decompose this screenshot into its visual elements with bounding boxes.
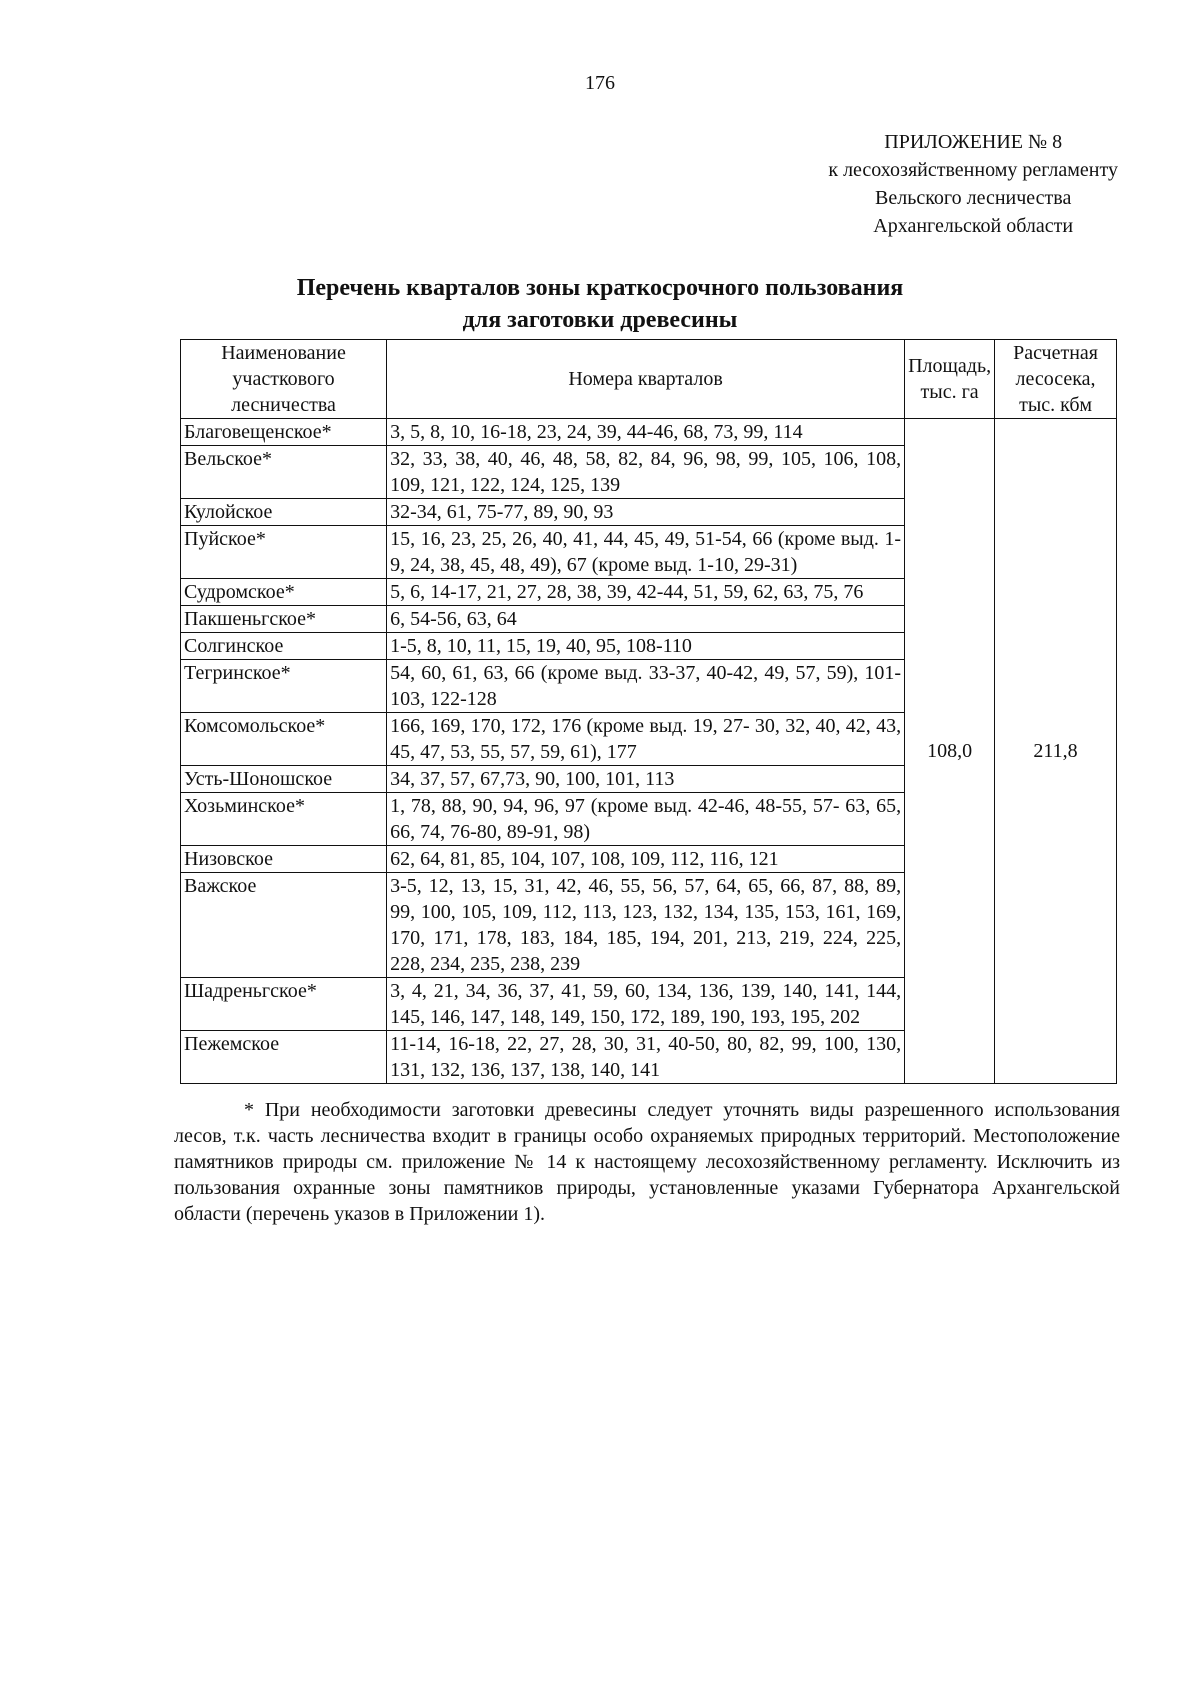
header-forestry-name: Наименование участкового лесничества — [181, 340, 387, 419]
forestry-name-cell: Хозьминское* — [181, 793, 387, 846]
forestry-name-cell: Низовское — [181, 846, 387, 873]
forestry-name-cell: Пежемское — [181, 1031, 387, 1084]
appendix-line-2: к лесохозяйственному регламенту — [828, 159, 1118, 181]
table-row — [181, 419, 1117, 446]
header-quarter-numbers: Номера кварталов — [387, 340, 905, 419]
table-body — [181, 419, 1117, 1084]
title-line-2: для заготовки древесины — [462, 307, 738, 333]
document-title — [0, 272, 1200, 336]
quarter-numbers-cell: 3, 5, 8, 10, 16-18, 23, 24, 39, 44-46, 68, 73, 99, 114 — [387, 419, 905, 446]
quarter-numbers-cell: 3, 4, 21, 34, 36, 37, 41, 59, 60, 134, 136, 139, 140, 141, 144, 145, 146, 147, 148, 149, 150, 172, 189, 190, 193, 195, 202 — [387, 978, 905, 1031]
forestry-name-cell: Усть-Шоношское — [181, 766, 387, 793]
quarter-numbers-cell: 3-5, 12, 13, 15, 31, 42, 46, 55, 56, 57, 64, 65, 66, 87, 88, 89, 99, 100, 105, 109, 112, 113, 123, 132, 134, 135, 153, 161, 169, 170, 171, 178, 183, 184, 185, 194, 201, 213, 219, 224, 225, 228, 234, 235, 238, 239 — [387, 873, 905, 978]
appendix-line-3: Вельского лесничества — [875, 187, 1072, 209]
forestry-name-cell: Тегринское* — [181, 660, 387, 713]
appendix-line-4: Архангельской области — [873, 215, 1074, 237]
total-area-cell: 108,0 — [905, 419, 995, 1084]
forestry-name-cell: Важское — [181, 873, 387, 978]
forestry-name-cell: Шадреньгское* — [181, 978, 387, 1031]
table-header-row — [181, 340, 1117, 419]
quarter-numbers-cell: 166, 169, 170, 172, 176 (кроме выд. 19, 27- 30, 32, 40, 42, 43, 45, 47, 53, 55, 57, 59, 61), 177 — [387, 713, 905, 766]
quarter-numbers-cell: 62, 64, 81, 85, 104, 107, 108, 109, 112, 116, 121 — [387, 846, 905, 873]
quarter-numbers-cell: 32, 33, 38, 40, 46, 48, 58, 82, 84, 96, 98, 99, 105, 106, 108, 109, 121, 122, 124, 125, 139 — [387, 446, 905, 499]
forestry-name-cell: Комсомольское* — [181, 713, 387, 766]
forestry-name-cell: Вельское* — [181, 446, 387, 499]
forestry-name-cell: Солгинское — [181, 633, 387, 660]
quarter-numbers-cell: 54, 60, 61, 63, 66 (кроме выд. 33-37, 40-42, 49, 57, 59), 101-103, 122-128 — [387, 660, 905, 713]
quarter-numbers-cell: 1-5, 8, 10, 11, 15, 19, 40, 95, 108-110 — [387, 633, 905, 660]
quarter-numbers-cell: 5, 6, 14-17, 21, 27, 28, 38, 39, 42-44, 51, 59, 62, 63, 75, 76 — [387, 579, 905, 606]
appendix-line-1: ПРИЛОЖЕНИЕ № 8 — [884, 131, 1063, 153]
header-area: Площадь, тыс. га — [905, 340, 995, 419]
quarter-numbers-cell: 6, 54-56, 63, 64 — [387, 606, 905, 633]
allowable-cut-cell: 211,8 — [995, 419, 1117, 1084]
forestry-name-cell: Пакшеньгское* — [181, 606, 387, 633]
header-allowable-cut: Расчетная лесосека, тыс. кбм — [995, 340, 1117, 419]
footnote: * При необходимости заготовки древесины следует уточнять виды разрешенного использования лесов, т.к. часть лесничества входит в границы особо охраняемых природных территорий. Местоположение памятников природы см. приложение № 14 к настоящему лесохозяйственному регламенту. Исключить из пользования охранные зоны памятников природы, установленные указами Губернатора Архангельской области (перечень указов в Приложении 1). — [174, 1099, 1120, 1225]
appendix-header — [828, 128, 1118, 240]
quarter-numbers-cell: 1, 78, 88, 90, 94, 96, 97 (кроме выд. 42-46, 48-55, 57- 63, 65, 66, 74, 76-80, 89-91, 98) — [387, 793, 905, 846]
page-number: 176 — [585, 72, 615, 94]
title-line-1: Перечень кварталов зоны краткосрочного пользования — [296, 275, 904, 301]
quarter-numbers-cell: 32-34, 61, 75-77, 89, 90, 93 — [387, 499, 905, 526]
forestry-name-cell: Пуйское* — [181, 526, 387, 579]
quarter-numbers-cell: 11-14, 16-18, 22, 27, 28, 30, 31, 40-50, 80, 82, 99, 100, 130, 131, 132, 136, 137, 138, 140, 141 — [387, 1031, 905, 1084]
quarter-numbers-cell: 15, 16, 23, 25, 26, 40, 41, 44, 45, 49, 51-54, 66 (кроме выд. 1-9, 24, 38, 45, 48, 49), 67 (кроме выд. 1-10, 29-31) — [387, 526, 905, 579]
forestry-name-cell: Судромское* — [181, 579, 387, 606]
quarters-table — [180, 339, 1117, 1084]
forestry-name-cell: Кулойское — [181, 499, 387, 526]
forestry-name-cell: Благовещенское* — [181, 419, 387, 446]
quarter-numbers-cell: 34, 37, 57, 67,73, 90, 100, 101, 113 — [387, 766, 905, 793]
